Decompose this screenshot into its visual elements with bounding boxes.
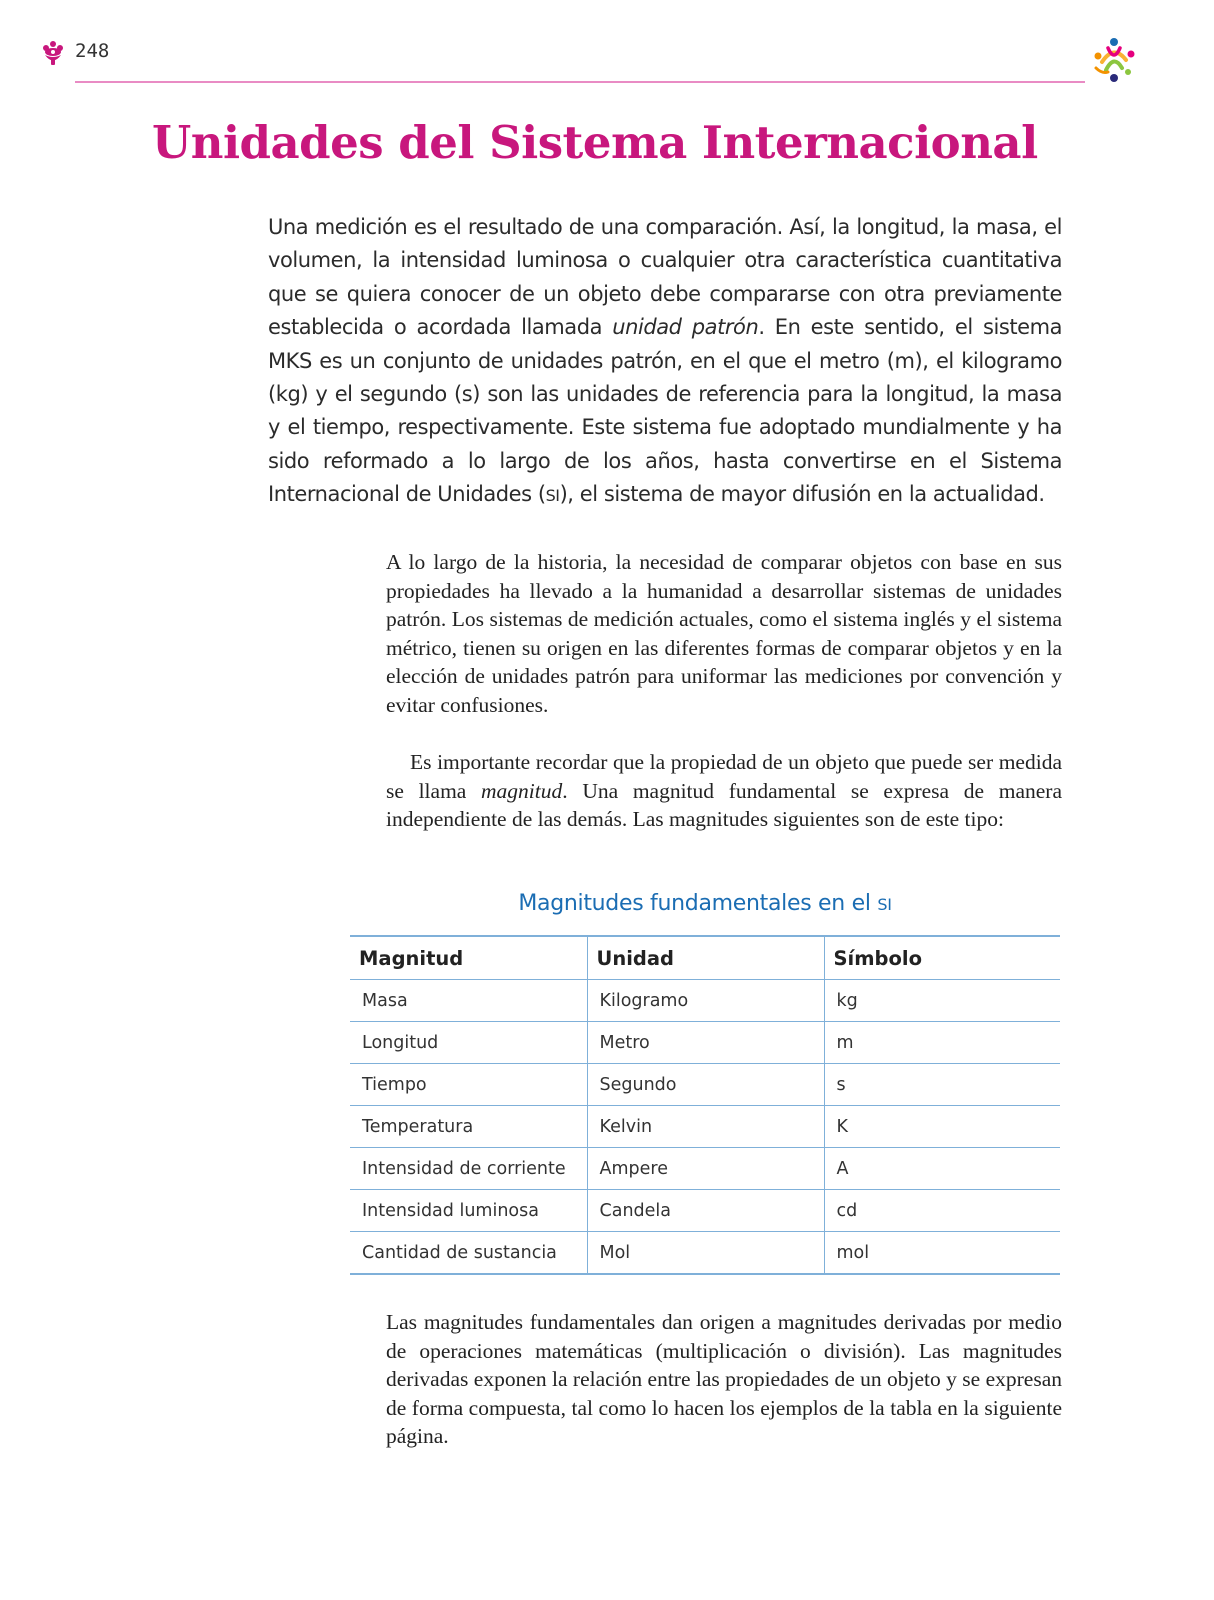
derived-magnitudes-paragraph: Las magnitudes fundamentales dan origen a magnitudes derivadas por medio de operaciones matemáticas (multiplicación o división). Las magnitudes derivadas exponen la relación entre las propiedades de un objeto y se expresan de forma compuesta, tal como lo hacen los ejemplos de la tabla en la siguiente página.	[386, 1310, 1062, 1448]
table-row	[350, 1106, 1060, 1148]
table-header-row	[350, 936, 1060, 980]
cell-magnitud: Temperatura	[350, 1106, 587, 1148]
header-divider	[75, 81, 1085, 83]
header-unidad: Unidad	[587, 936, 824, 980]
header-simbolo: Símbolo	[824, 936, 1060, 980]
cell-simbolo: K	[824, 1106, 1060, 1148]
flower-ornament-icon	[40, 40, 66, 66]
intro-emphasis: unidad patrón	[612, 315, 759, 340]
magnitude-paragraph	[386, 748, 1062, 834]
cell-magnitud: Intensidad de corriente	[350, 1148, 587, 1190]
fundamental-magnitudes-table	[350, 935, 1060, 1275]
cell-unidad: Segundo	[587, 1064, 824, 1106]
intro-text-1: Una medición es el resultado de una comparación. Así, la longitud, la masa, el volumen, la intensidad luminosa o cualquier otra característica cuantitativa que se quiera conocer de un objeto debe compararse con otra previamente establecida o acordada llamada	[268, 215, 1062, 340]
cell-simbolo: m	[824, 1022, 1060, 1064]
cell-magnitud: Tiempo	[350, 1064, 587, 1106]
cell-magnitud: Cantidad de sustancia	[350, 1232, 587, 1275]
intro-text-3: ), el sistema de mayor difusión en la actualidad.	[559, 482, 1045, 507]
si-abbreviation: SI	[545, 486, 560, 506]
cell-simbolo: mol	[824, 1232, 1060, 1275]
table-title-main: Magnitudes fundamentales en el	[518, 891, 878, 916]
table-title-abbr: SI	[877, 895, 892, 914]
page-number: 248	[75, 40, 110, 62]
cell-simbolo: kg	[824, 980, 1060, 1022]
table-row	[350, 1232, 1060, 1275]
intro-paragraph	[268, 211, 1062, 513]
cell-simbolo: cd	[824, 1190, 1060, 1232]
cell-unidad: Mol	[587, 1232, 824, 1275]
magnitude-text-2: . Una magnitud fundamental se expresa de manera independiente de las demás. Las magnitudes siguientes son de este tipo:	[386, 778, 1063, 831]
cell-unidad: Candela	[587, 1190, 824, 1232]
cell-unidad: Ampere	[587, 1148, 824, 1190]
cell-unidad: Kilogramo	[587, 980, 824, 1022]
table-row	[350, 980, 1060, 1022]
cell-magnitud: Masa	[350, 980, 587, 1022]
table-row	[350, 1190, 1060, 1232]
magnitude-emphasis: magnitud	[481, 778, 563, 803]
intro-text-2: . En este sentido, el sistema MKS es un conjunto de unidades patrón, en el que el metro (m), el kilogramo (kg) y el segundo (s) son las unidades de referencia para la longitud, la masa y el tiempo, respectivamente. Este sistema fue adoptado mundialmente y ha sido reformado a lo largo de los años, hasta convertirse en el Sistema Internacional de Unidades (	[268, 315, 1062, 507]
cell-simbolo: A	[824, 1148, 1060, 1190]
cell-simbolo: s	[824, 1064, 1060, 1106]
cell-magnitud: Longitud	[350, 1022, 587, 1064]
table-row	[350, 1064, 1060, 1106]
magnitude-text-1: Es importante recordar que la propiedad de un objeto que puede ser medida se llama	[386, 750, 1062, 803]
table-row	[350, 1022, 1060, 1064]
colorful-figures-logo-icon	[1088, 34, 1140, 86]
header-magnitud: Magnitud	[350, 936, 587, 980]
history-paragraph: A lo largo de la historia, la necesidad de comparar objetos con base en sus propiedades ha llevado a la humanidad a desarrollar sistemas de unidades patrón. Los sistemas de medición actuales, como el sistema inglés y el sistema métrico, tienen su origen en las diferentes formas de comparar objetos y en la elección de unidades patrón para uniformar las mediciones por convención y evitar confusiones.	[386, 550, 1062, 717]
page-title: Unidades del Sistema Internacional	[152, 116, 1038, 169]
cell-magnitud: Intensidad luminosa	[350, 1190, 587, 1232]
cell-unidad: Kelvin	[587, 1106, 824, 1148]
table-title	[350, 891, 1060, 916]
table-row	[350, 1148, 1060, 1190]
cell-unidad: Metro	[587, 1022, 824, 1064]
